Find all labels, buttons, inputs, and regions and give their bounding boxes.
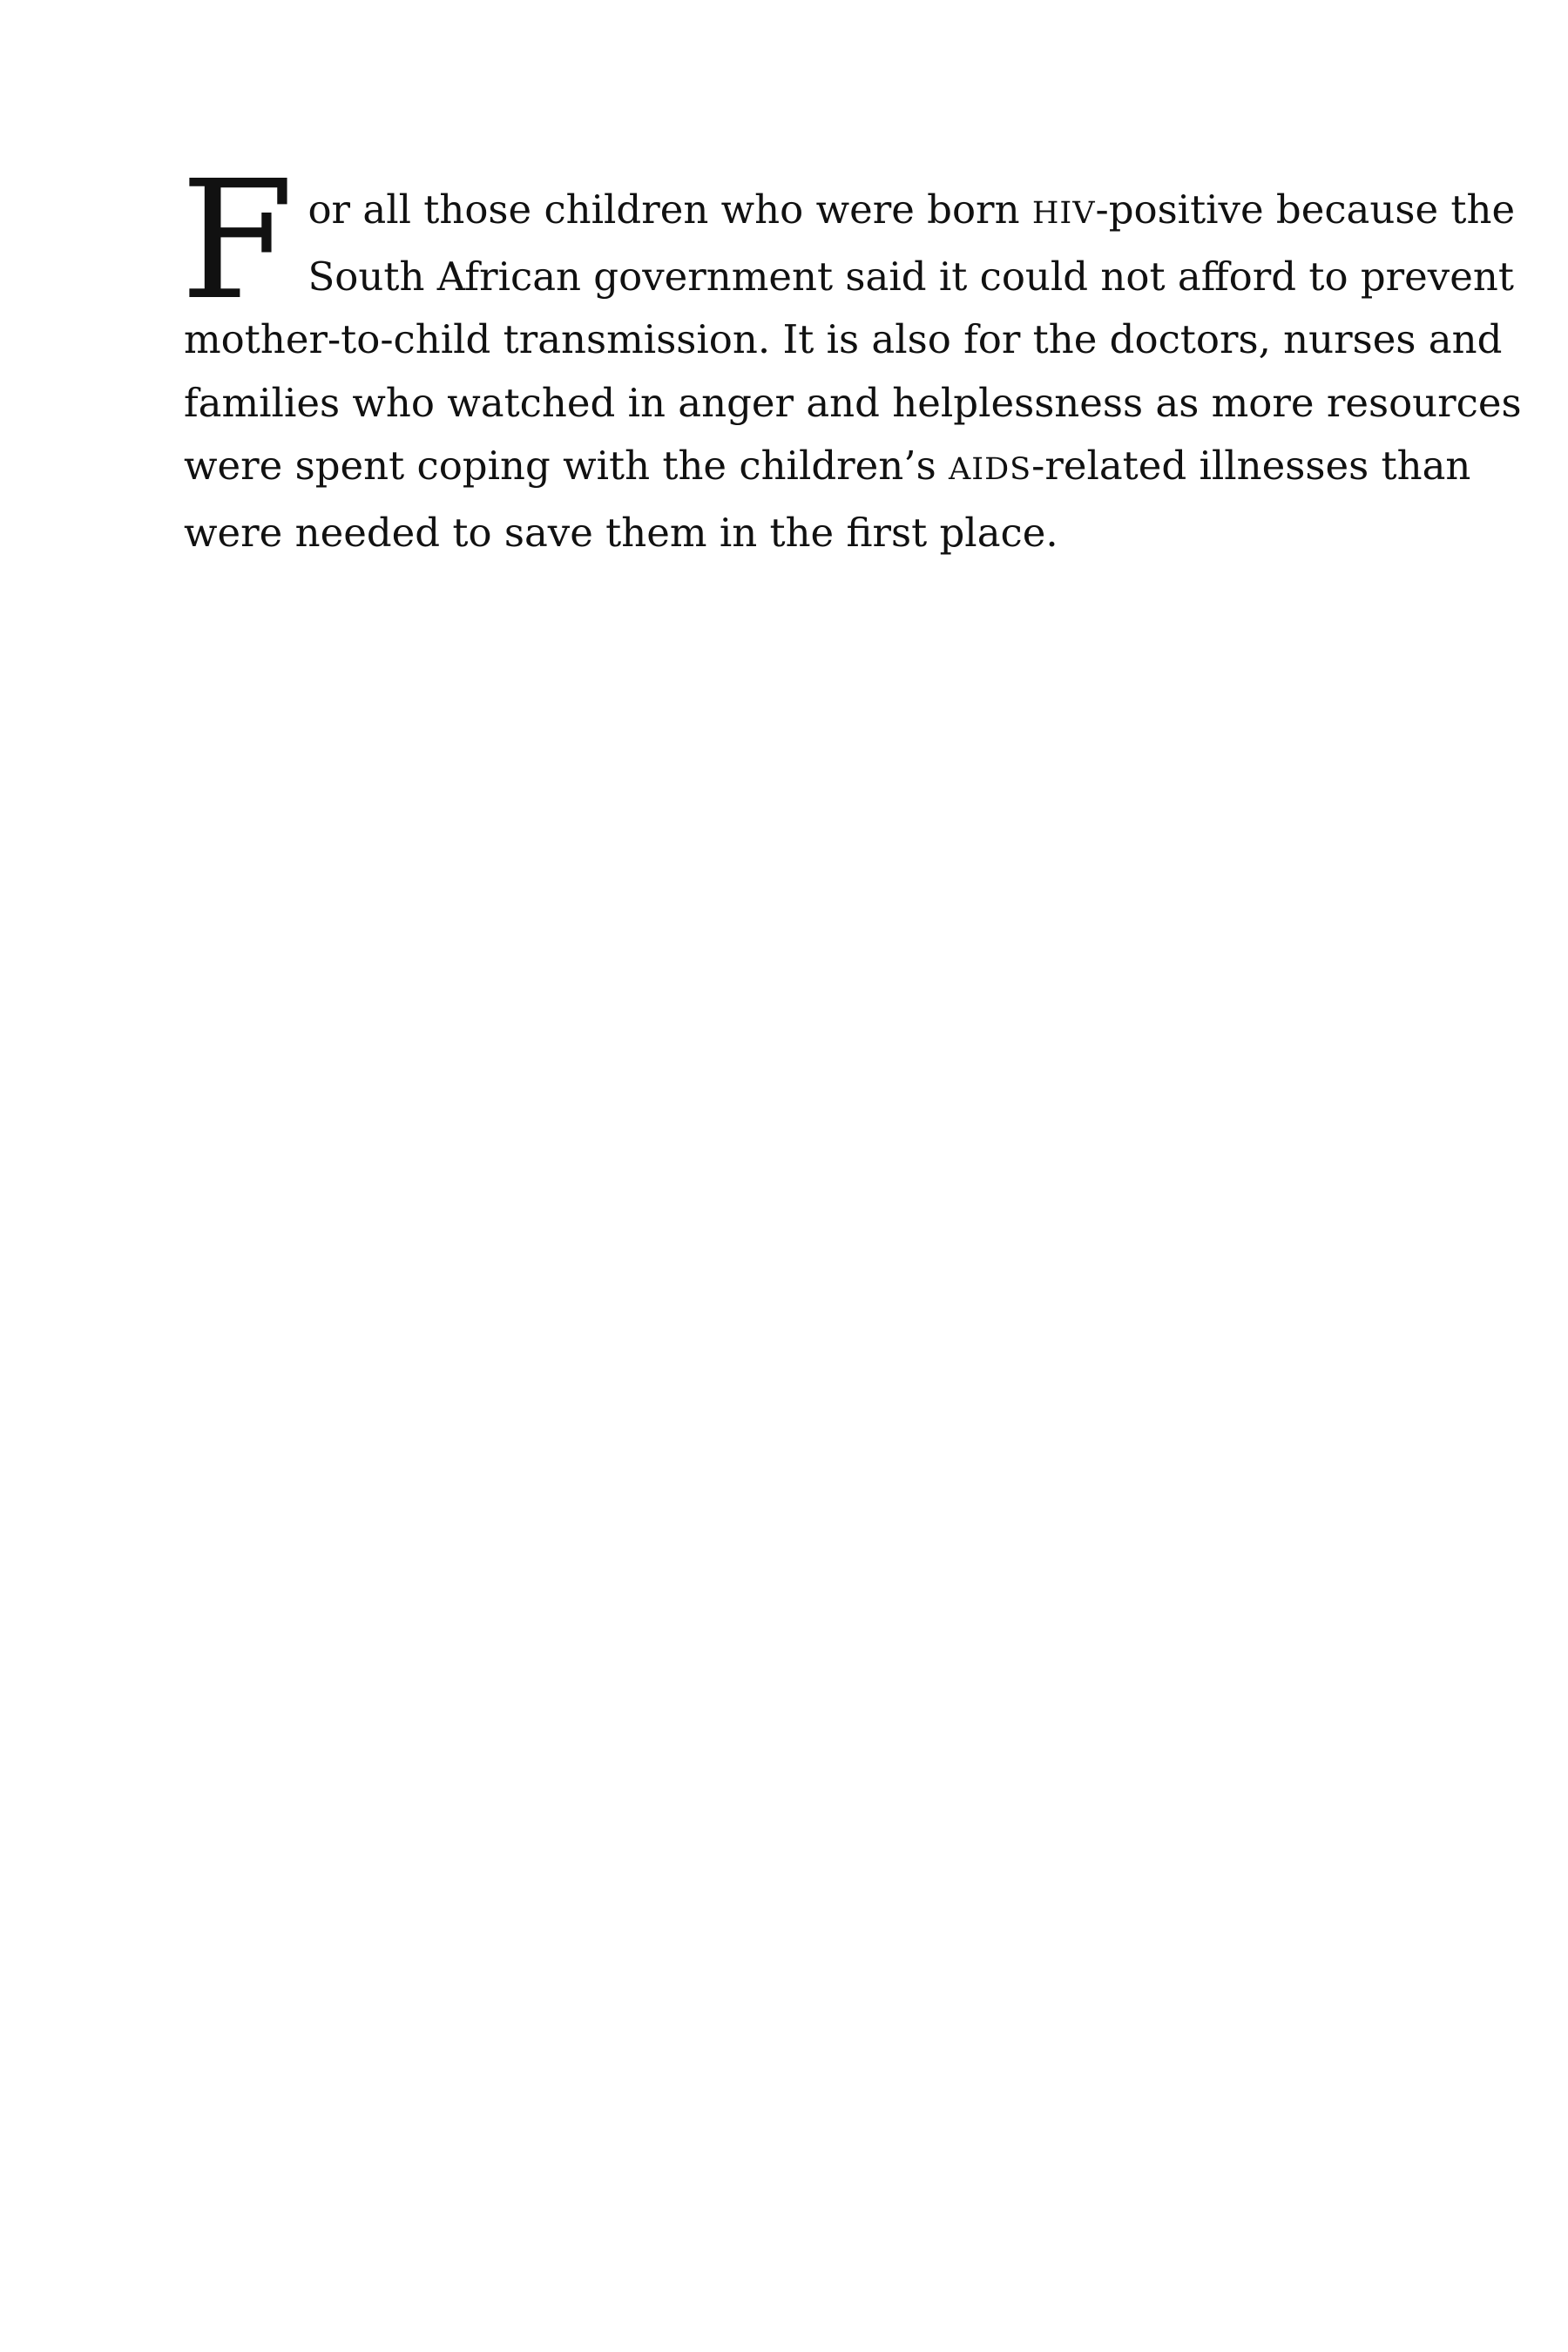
text-line-1-part-b: -positive because the (1095, 186, 1516, 233)
text-line-6: were needed to save them in the first place. (184, 509, 1058, 556)
text-line-5 (184, 435, 1471, 502)
text-line-2: South African government said it could not afford to prevent (308, 253, 1514, 300)
text-line-5-part-a: were spent coping with the children’s (184, 443, 949, 490)
text-line-1 (184, 179, 1516, 246)
hiv-small-caps: HIV (1031, 196, 1096, 231)
text-line-5-part-b: -related illnesses than (1031, 443, 1471, 490)
text-line-3: mother-to-child transmission. It is also for the doctors, nurses and (184, 316, 1503, 363)
aids-small-caps: AIDS (948, 452, 1032, 488)
text-line-4: families who watched in anger and helplessness as more resources (184, 379, 1522, 426)
dedication-paragraph (180, 145, 1522, 565)
drop-cap: F (180, 145, 294, 336)
text-line-1-part-a: or all those children who were born (308, 186, 1032, 233)
